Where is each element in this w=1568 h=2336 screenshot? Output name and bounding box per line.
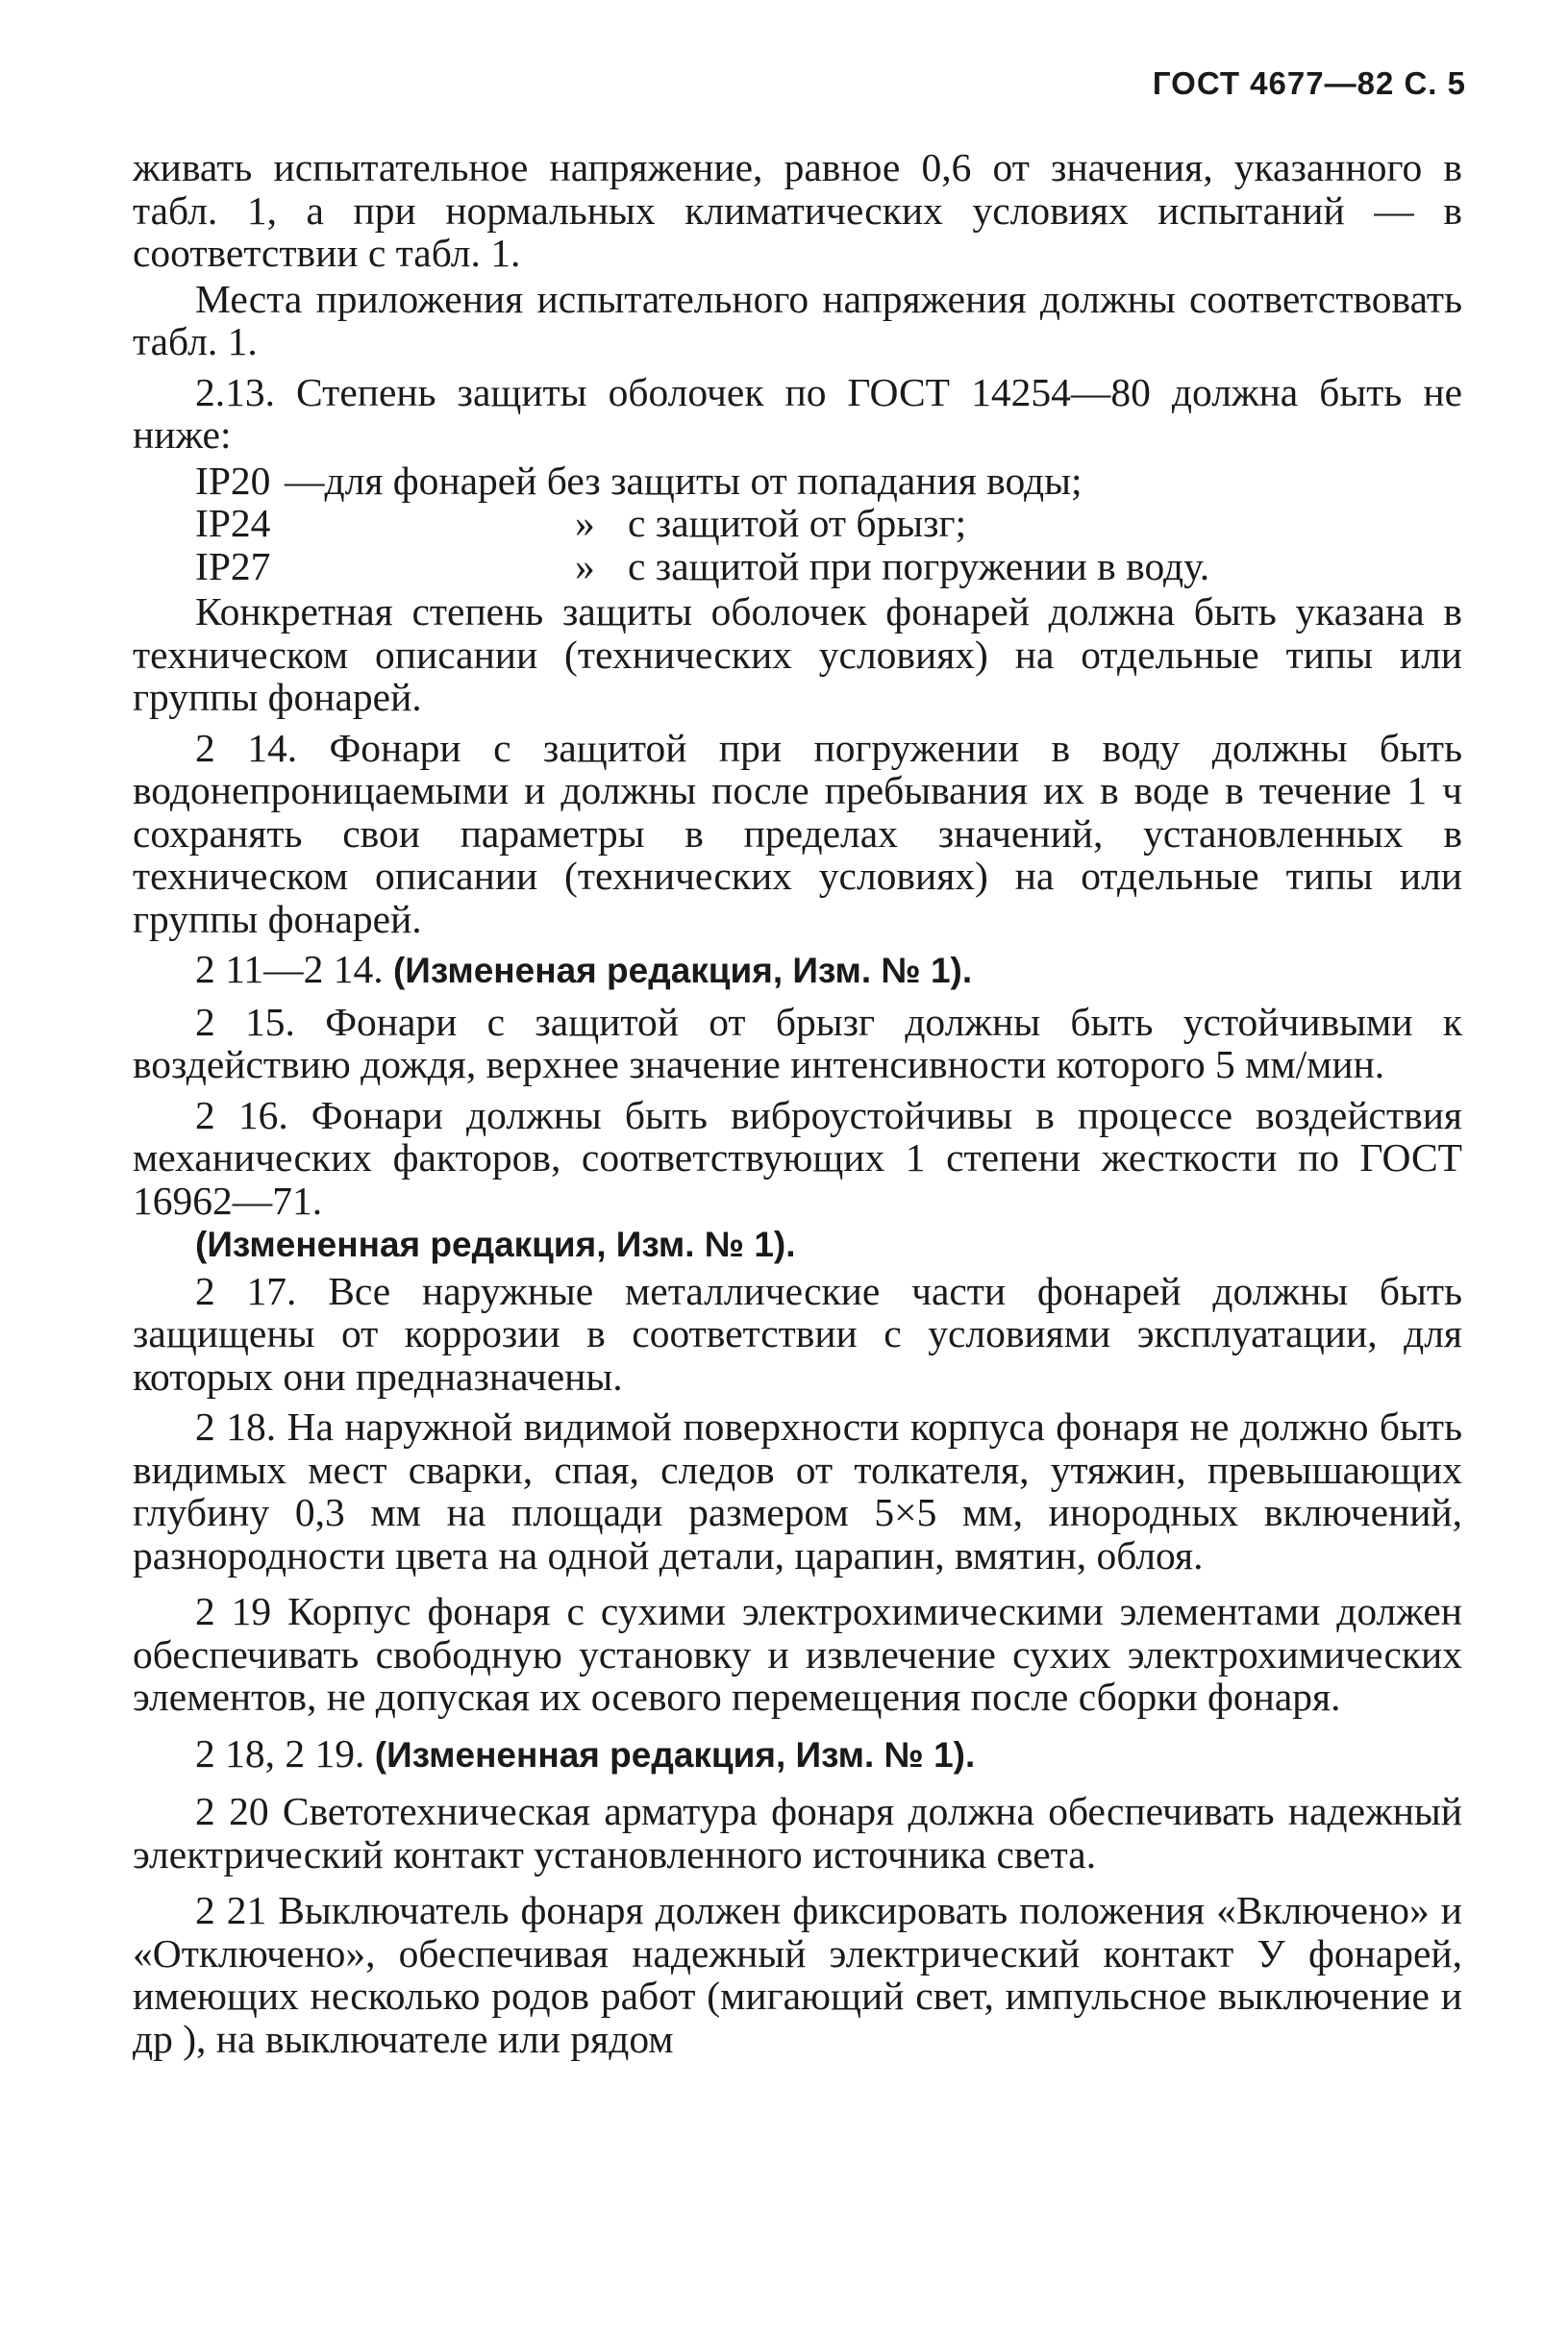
amendment-label: (Измененая редакция, Изм. № 1).: [392, 951, 973, 990]
paragraph-2-13: 2.13. Степень защиты оболочек по ГОСТ 14254—80 должна быть не ниже:: [133, 369, 1462, 457]
paragraph-2-21: 2 21 Выключатель фонаря должен фиксировать положения «Включено» и «Отключено», обеспечивая надежный электрический контакт У фонарей, имеющих несколько родов работ (мигающий свет, импульсное выключение и др ), на выключателе или рядом: [133, 1888, 1462, 2061]
amendment-label: (Измененная редакция, Изм. № 1).: [195, 1225, 796, 1264]
paragraph-2-15: 2 15. Фонари с защитой от брызг должны быть устойчивыми к воздействию дождя, верхнее значение интенсивности которого 5 мм/мин.: [133, 999, 1462, 1086]
amendment-note-2-16: [133, 1222, 1462, 1267]
paragraph-2-18: 2 18. На наружной видимой поверхности корпуса фонаря не должно быть видимых мест сварки, спая, следов от толкателя, утяжин, превышающих глубину 0,3 мм на площади размером 5×5 мм, инородных включений, разнородности цвета на одной детали, царапин, вмятин, облоя.: [133, 1404, 1462, 1578]
body-text: [133, 146, 1462, 2060]
protection-text: для фонарей без защиты от попадания воды;: [324, 458, 1083, 503]
protection-code: IP27: [195, 543, 271, 588]
running-header: ГОСТ 4677—82 С. 5: [1152, 65, 1466, 101]
paragraph-protection-degree: Конкретная степень защиты оболочек фонарей должна быть указана в техническом описании (технических условиях) на отдельные типы или группы фонарей.: [133, 589, 1462, 719]
paragraph-2-16: 2 16. Фонари должны быть виброустойчивы в процессе воздействия механических факторов, соответствующих 1 степени жесткости по ГОСТ 16962—71.: [133, 1092, 1462, 1223]
protection-dash: —: [285, 458, 325, 503]
paragraph-2-17: 2 17. Все наружные металлические части фонарей должны быть защищены от коррозии в соответствии с условиями эксплуатации, для которых они предназначены.: [133, 1268, 1462, 1399]
protection-text: с защитой при погружении в воду.: [628, 543, 1210, 588]
protection-list-item: [133, 502, 1462, 545]
amendment-ref: 2 11—2 14.: [195, 947, 384, 991]
protection-code: IP24: [195, 501, 271, 545]
amendment-ref: 2 18, 2 19.: [195, 1730, 365, 1776]
paragraph-2-14: 2 14. Фонари с защитой при погружении в воду должны быть водонепроницаемыми и должны после пребывания их в воде в течение 1 ч сохранять свои параметры в пределах значений, установленных в техническом описании (технических условиях) на отдельные типы или группы фонарей.: [133, 725, 1462, 941]
amendment-note-2-18-2-19: [133, 1732, 1462, 1777]
amendment-note-2-11-2-14: [133, 948, 1462, 993]
amendment-label: (Измененная редакция, Изм. № 1).: [374, 1734, 976, 1775]
paragraph-continuation: живать испытательное напряжение, равное 0,6 от значения, указанного в табл. 1, а при нормальных климатических условиях испытаний — в соответствии с табл. 1.: [133, 145, 1462, 275]
ditto-mark: »: [575, 543, 595, 588]
protection-list-item: [133, 545, 1462, 588]
ditto-mark: »: [575, 501, 595, 545]
protection-text: с защитой от брызг;: [628, 501, 967, 545]
paragraph-test-voltage-points: Места приложения испытательного напряжения должны соответствовать табл. 1.: [133, 276, 1462, 363]
protection-list-item: IP20 — для фонарей без защиты от попадания воды;: [195, 458, 1083, 503]
paragraph-2-19: 2 19 Корпус фонаря с сухими электрохимическими элементами должен обеспечивать свободную установку и извлечение сухих электрохимических элементов, не допуская их осевого перемещения после сборки фонаря.: [133, 1589, 1462, 1719]
paragraph-2-20: 2 20 Светотехническая арматура фонаря должна обеспечивать надежный электрический контакт установленного источника света.: [133, 1789, 1462, 1876]
